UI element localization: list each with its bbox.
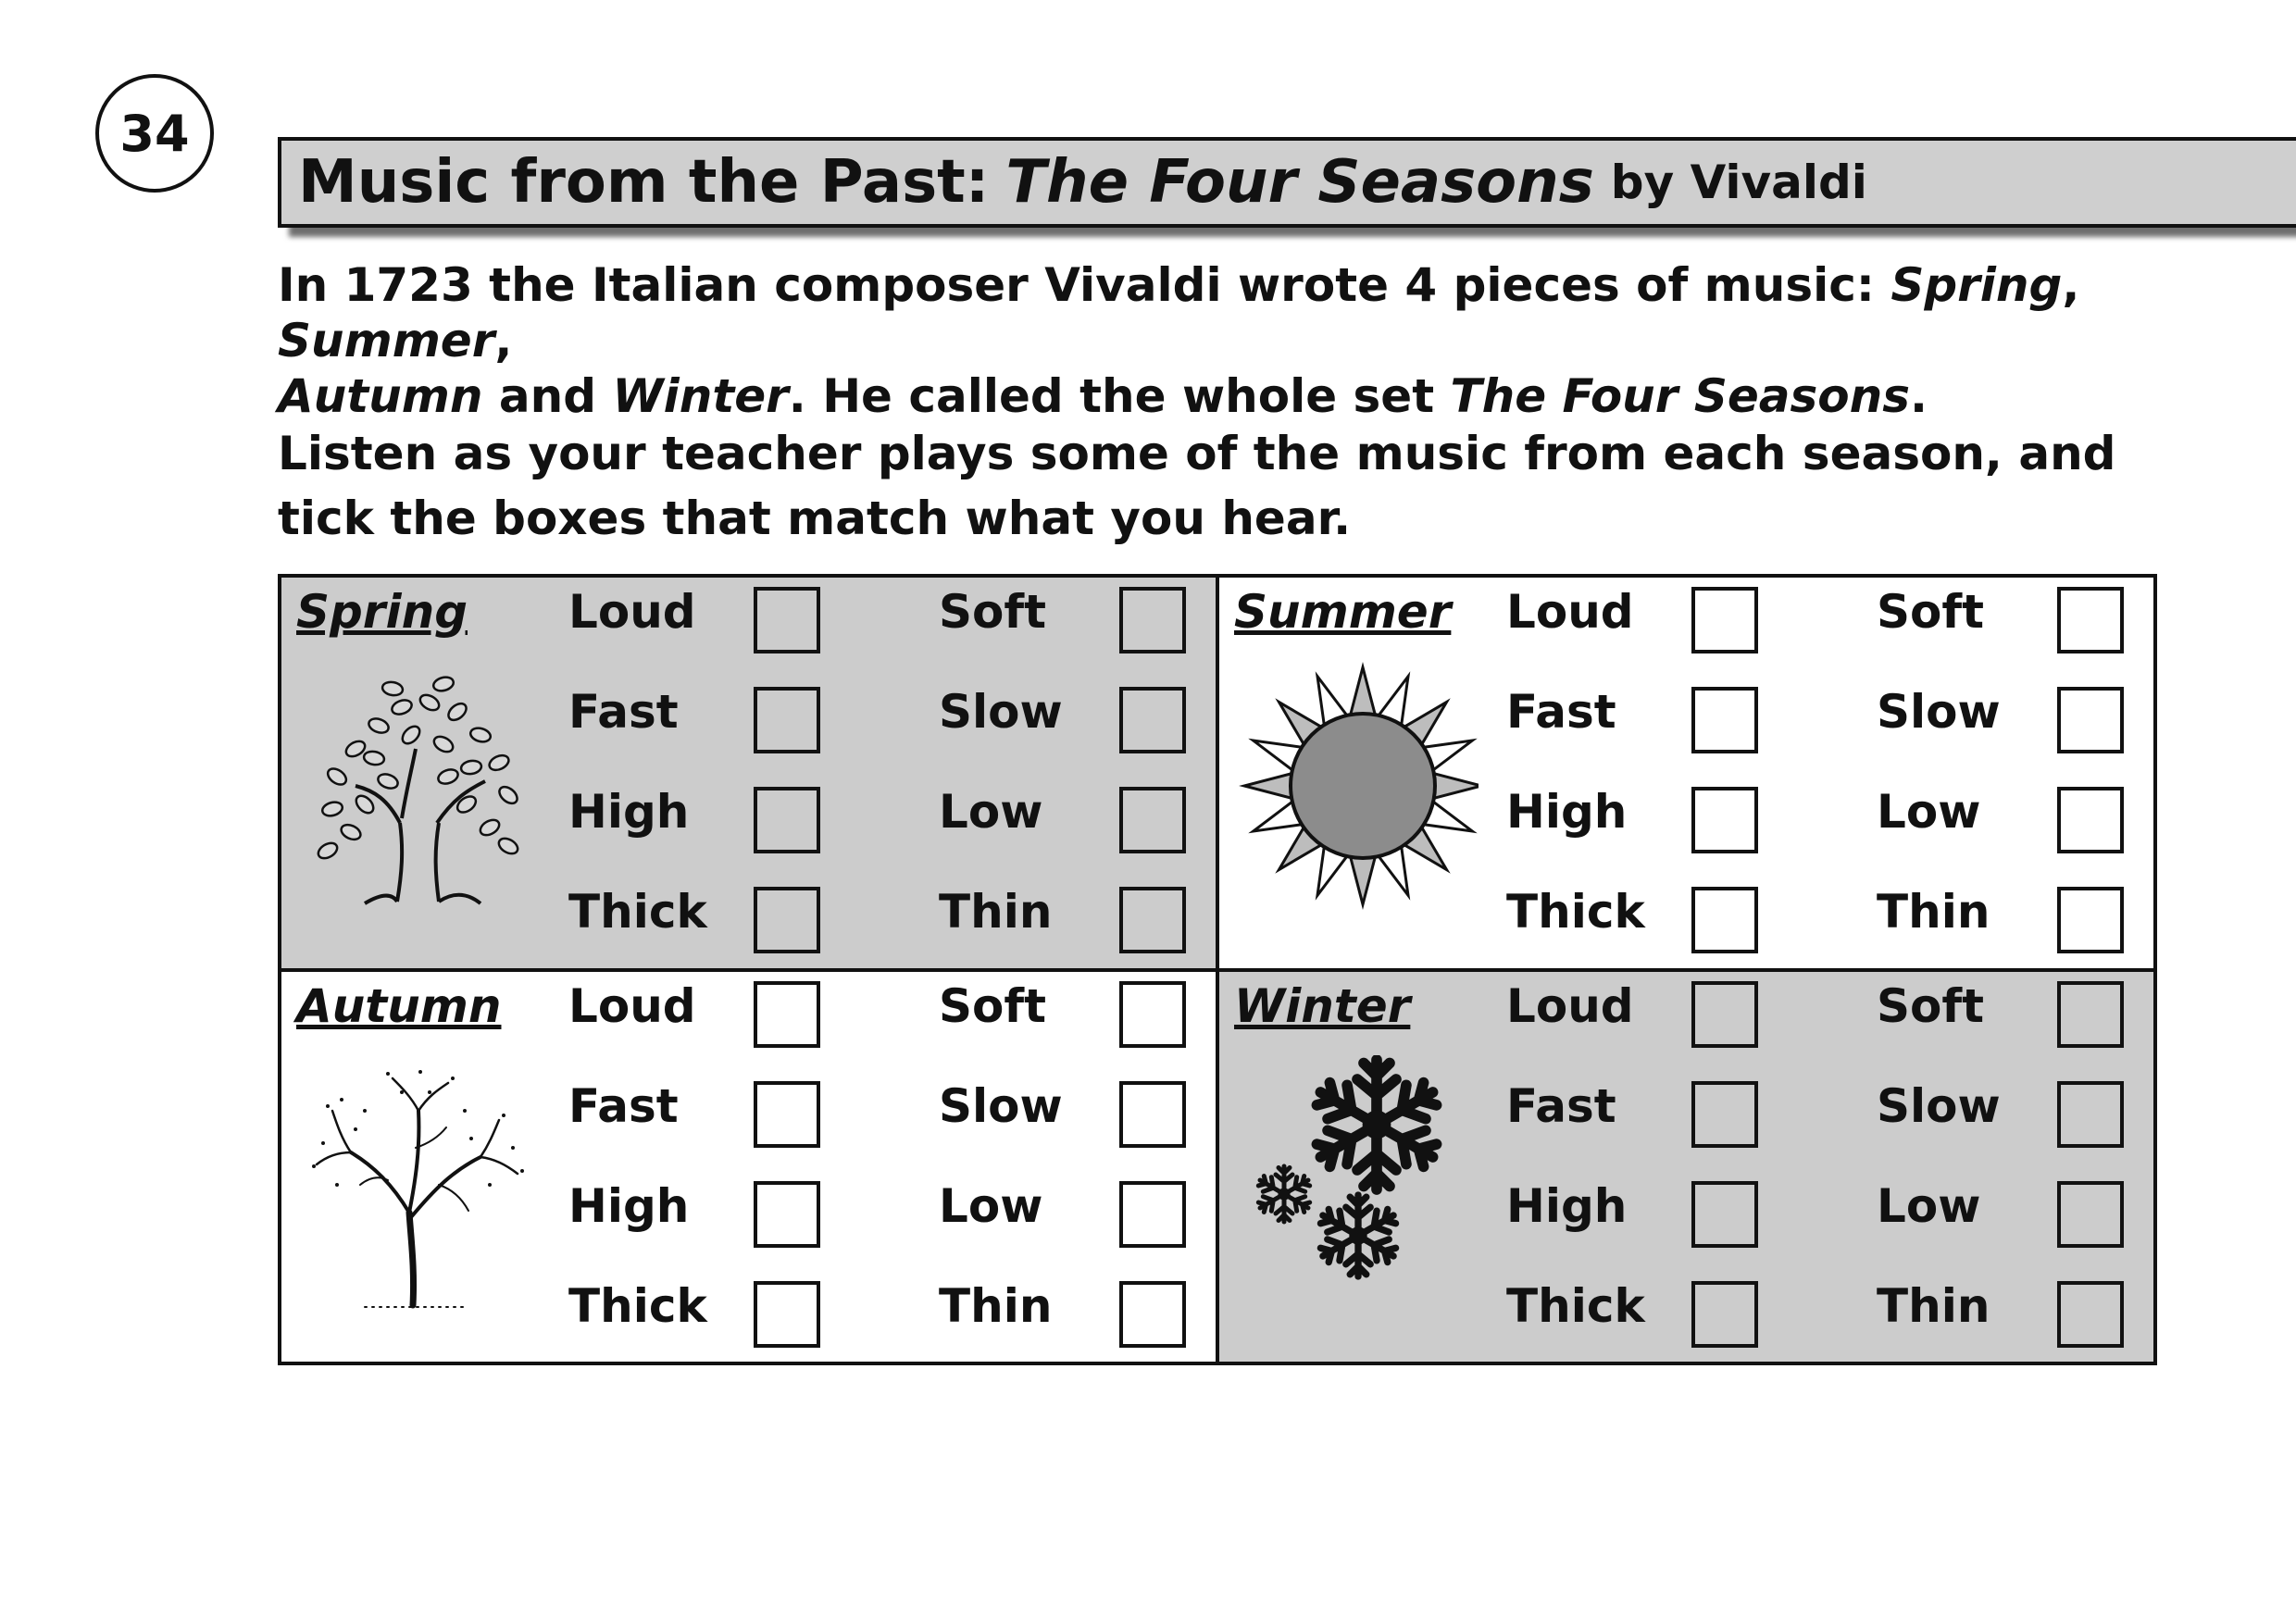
option-label: Fast xyxy=(568,1078,679,1133)
page-title xyxy=(278,137,2296,228)
tick-box[interactable] xyxy=(1119,687,1186,753)
option-label: Thick xyxy=(568,885,707,939)
tick-box[interactable] xyxy=(1119,787,1186,853)
intro-spring: Spring xyxy=(1890,258,2063,312)
intro-and: and xyxy=(482,369,613,423)
option-label: Slow xyxy=(1877,1078,2001,1133)
option-label: Soft xyxy=(939,978,1047,1033)
intro-paragraph xyxy=(278,257,2129,424)
season-grid xyxy=(278,574,2157,1365)
option-label: Fast xyxy=(1506,1078,1616,1133)
tick-box[interactable] xyxy=(754,687,820,753)
option-row xyxy=(1488,678,2154,752)
option-label: Low xyxy=(1877,1178,1981,1233)
tick-box[interactable] xyxy=(1691,887,1758,953)
option-row xyxy=(1488,1172,2154,1246)
option-label: Loud xyxy=(1506,585,1634,639)
option-label: High xyxy=(568,785,690,839)
option-row xyxy=(1488,877,2154,952)
title-byline: by Vivaldi xyxy=(1610,156,1867,209)
tick-box[interactable] xyxy=(1119,587,1186,653)
sun-icon xyxy=(1238,661,1479,911)
option-label: Low xyxy=(939,1178,1043,1233)
option-label: Soft xyxy=(939,585,1047,639)
tick-box[interactable] xyxy=(1119,1181,1186,1248)
season-panel-winter xyxy=(1217,970,2153,1363)
option-row xyxy=(550,578,1217,652)
tick-box[interactable] xyxy=(2057,1181,2124,1248)
option-label: Thick xyxy=(1506,885,1645,939)
option-row xyxy=(550,678,1217,752)
tick-box[interactable] xyxy=(1119,1081,1186,1148)
option-label: High xyxy=(1506,1178,1628,1233)
tick-box[interactable] xyxy=(754,587,820,653)
option-row xyxy=(550,972,1217,1046)
intro-text-1: In 1723 the Italian composer Vivaldi wrote 4 pieces of music: xyxy=(278,258,1891,312)
option-label: Loud xyxy=(568,585,696,639)
tick-box[interactable] xyxy=(1691,587,1758,653)
option-label: Thick xyxy=(568,1278,707,1333)
option-label: Slow xyxy=(939,1078,1063,1133)
option-row xyxy=(1488,1272,2154,1346)
option-label: Thin xyxy=(1877,1278,1990,1333)
tick-box[interactable] xyxy=(754,1281,820,1348)
option-label: Low xyxy=(1877,785,1981,839)
tick-box[interactable] xyxy=(754,787,820,853)
intro-autumn: Autumn xyxy=(278,369,483,423)
page-number: 34 xyxy=(95,74,214,193)
intro-comma-2: , xyxy=(494,314,513,367)
tick-box[interactable] xyxy=(1691,981,1758,1048)
option-label: High xyxy=(568,1178,690,1233)
option-label: Fast xyxy=(1506,685,1616,739)
option-row xyxy=(550,1172,1217,1246)
tick-box[interactable] xyxy=(2057,1281,2124,1348)
tick-box[interactable] xyxy=(1119,1281,1186,1348)
season-panel-spring xyxy=(281,578,1217,970)
option-row xyxy=(550,1272,1217,1346)
tick-box[interactable] xyxy=(1691,1081,1758,1148)
option-label: Fast xyxy=(568,685,679,739)
option-row xyxy=(550,1072,1217,1146)
option-label: Slow xyxy=(939,685,1063,739)
option-label: Thin xyxy=(939,885,1053,939)
bare-tree-icon xyxy=(300,1055,541,1305)
tick-box[interactable] xyxy=(2057,887,2124,953)
tick-box[interactable] xyxy=(754,981,820,1048)
option-row xyxy=(1488,778,2154,852)
tick-box[interactable] xyxy=(2057,981,2124,1048)
season-name: Spring xyxy=(296,585,468,639)
intro-summer: Summer xyxy=(278,314,495,367)
option-label: Thick xyxy=(1506,1278,1645,1333)
tick-box[interactable] xyxy=(1691,687,1758,753)
season-name: Summer xyxy=(1234,585,1452,639)
option-row xyxy=(1488,972,2154,1046)
option-label: Thin xyxy=(1877,885,1990,939)
tick-box[interactable] xyxy=(2057,587,2124,653)
option-label: Loud xyxy=(568,978,696,1033)
option-row xyxy=(1488,1072,2154,1146)
season-name: Autumn xyxy=(296,978,502,1033)
tick-box[interactable] xyxy=(754,1181,820,1248)
option-label: High xyxy=(1506,785,1628,839)
intro-comma-1: , xyxy=(2062,258,2080,312)
tick-box[interactable] xyxy=(754,887,820,953)
option-label: Soft xyxy=(1877,585,1985,639)
option-label: Low xyxy=(939,785,1043,839)
tick-box[interactable] xyxy=(754,1081,820,1148)
option-row xyxy=(550,877,1217,952)
option-row xyxy=(1488,578,2154,652)
title-main: Music from the Past: xyxy=(298,148,990,217)
tick-box[interactable] xyxy=(1691,787,1758,853)
option-label: Soft xyxy=(1877,978,1985,1033)
season-panel-autumn xyxy=(281,970,1217,1363)
season-panel-summer xyxy=(1217,578,2153,970)
snowflakes-icon xyxy=(1238,1055,1479,1305)
tick-box[interactable] xyxy=(1691,1181,1758,1248)
tick-box[interactable] xyxy=(2057,787,2124,853)
tree-in-leaf-icon xyxy=(300,661,541,911)
option-row xyxy=(550,778,1217,852)
tick-box[interactable] xyxy=(2057,687,2124,753)
tick-box[interactable] xyxy=(1119,981,1186,1048)
option-label: Slow xyxy=(1877,685,2001,739)
intro-text-2: . He called the whole set xyxy=(788,369,1451,423)
intro-set-name: The Four Seasons xyxy=(1450,369,1910,423)
option-label: Thin xyxy=(939,1278,1053,1333)
tick-box[interactable] xyxy=(1119,887,1186,953)
tick-box[interactable] xyxy=(2057,1081,2124,1148)
title-work: The Four Seasons xyxy=(1005,148,1594,217)
instructions-paragraph: Listen as your teacher plays some of the music from each season, and tick the boxes that match what you hear. xyxy=(278,427,2116,545)
intro-winter: Winter xyxy=(612,369,789,423)
intro-end: . xyxy=(1909,369,1928,423)
tick-box[interactable] xyxy=(1691,1281,1758,1348)
option-label: Loud xyxy=(1506,978,1634,1033)
season-name: Winter xyxy=(1234,978,1411,1033)
